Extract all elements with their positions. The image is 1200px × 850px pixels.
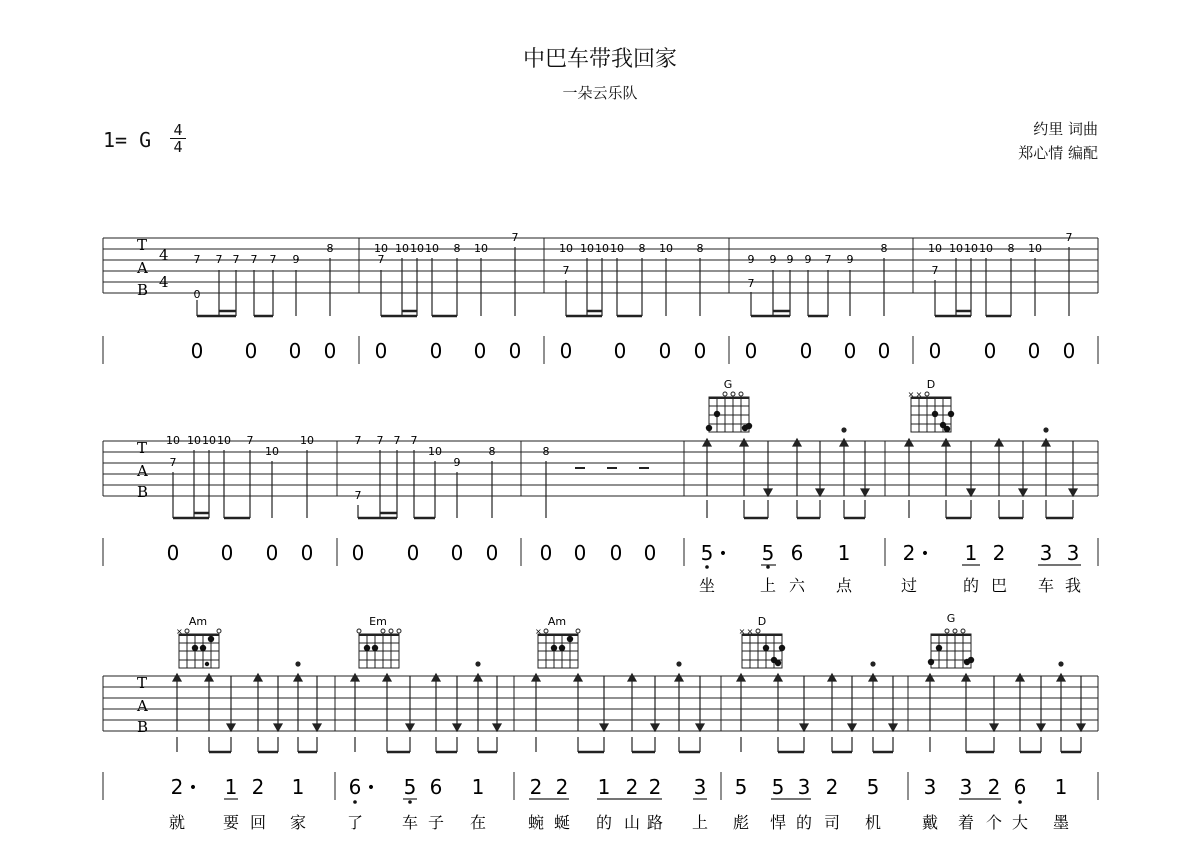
svg-text:10: 10 <box>187 434 201 447</box>
svg-text:7: 7 <box>269 253 277 266</box>
svg-text:7: 7 <box>824 253 832 266</box>
svg-text:10: 10 <box>428 445 442 458</box>
svg-text:0: 0 <box>613 339 627 363</box>
tab-time-top: 4 <box>159 246 169 264</box>
svg-text:0: 0 <box>928 339 942 363</box>
svg-text:0: 0 <box>508 339 522 363</box>
chord-name: D <box>926 378 936 391</box>
svg-text:0: 0 <box>693 339 707 363</box>
svg-text:3: 3 <box>959 775 973 799</box>
svg-text:0: 0 <box>323 339 337 363</box>
svg-text:0: 0 <box>1062 339 1076 363</box>
svg-text:T: T <box>137 674 148 692</box>
svg-text:8: 8 <box>542 445 550 458</box>
svg-text:2: 2 <box>529 775 543 799</box>
svg-text:10: 10 <box>395 242 409 255</box>
svg-text:10: 10 <box>410 242 424 255</box>
svg-text:7: 7 <box>393 434 401 447</box>
svg-text:10: 10 <box>474 242 488 255</box>
svg-text:大: 大 <box>1011 813 1029 832</box>
tab-numbers-1 <box>194 231 1073 301</box>
svg-text:2: 2 <box>992 541 1006 565</box>
svg-text:0: 0 <box>1027 339 1041 363</box>
svg-text:×: × <box>176 627 183 636</box>
svg-text:9: 9 <box>292 253 300 266</box>
svg-text:2: 2 <box>902 541 916 565</box>
svg-text:8: 8 <box>638 242 646 255</box>
svg-text:7: 7 <box>169 456 177 469</box>
svg-text:2: 2 <box>648 775 662 799</box>
tab-clef-b: B <box>137 281 149 299</box>
svg-text:0: 0 <box>609 541 623 565</box>
svg-text:7: 7 <box>354 489 362 502</box>
svg-text:0: 0 <box>658 339 672 363</box>
svg-text:8: 8 <box>326 242 334 255</box>
svg-text:2: 2 <box>555 775 569 799</box>
svg-text:上: 上 <box>759 576 777 595</box>
svg-text:10: 10 <box>425 242 439 255</box>
svg-text:0: 0 <box>983 339 997 363</box>
svg-text:6: 6 <box>348 775 362 799</box>
svg-text:3: 3 <box>923 775 937 799</box>
svg-text:过: 过 <box>900 576 918 595</box>
svg-text:7: 7 <box>1065 231 1073 244</box>
svg-text:7: 7 <box>215 253 223 266</box>
svg-text:9: 9 <box>804 253 812 266</box>
svg-text:9: 9 <box>846 253 854 266</box>
tab-time-bottom: 4 <box>159 273 169 291</box>
svg-text:6: 6 <box>790 541 804 565</box>
svg-text:1: 1 <box>1054 775 1068 799</box>
svg-text:10: 10 <box>1028 242 1042 255</box>
svg-text:2: 2 <box>825 775 839 799</box>
svg-text:7: 7 <box>246 434 254 447</box>
svg-text:0: 0 <box>799 339 813 363</box>
svg-text:1: 1 <box>837 541 851 565</box>
chord-diagram-em <box>357 615 401 668</box>
svg-text:六: 六 <box>788 576 806 595</box>
svg-text:B: B <box>137 718 149 736</box>
svg-text:10: 10 <box>202 434 216 447</box>
svg-text:10: 10 <box>595 242 609 255</box>
svg-text:8: 8 <box>488 445 496 458</box>
svg-text:10: 10 <box>265 445 279 458</box>
svg-text:10: 10 <box>949 242 963 255</box>
svg-text:2: 2 <box>170 775 184 799</box>
tab-clef-2 <box>136 439 148 501</box>
svg-text:3: 3 <box>797 775 811 799</box>
svg-text:10: 10 <box>928 242 942 255</box>
svg-text:0: 0 <box>406 541 420 565</box>
svg-text:0: 0 <box>744 339 758 363</box>
svg-text:•: • <box>366 780 376 796</box>
svg-text:9: 9 <box>786 253 794 266</box>
strum-arrows-3 <box>173 662 1085 731</box>
svg-text:8: 8 <box>453 242 461 255</box>
svg-text:0: 0 <box>473 339 487 363</box>
svg-text:0: 0 <box>877 339 891 363</box>
svg-text:在: 在 <box>469 813 487 832</box>
svg-text:0: 0 <box>843 339 857 363</box>
svg-text:×: × <box>915 390 923 399</box>
svg-text:蜿: 蜿 <box>527 813 545 832</box>
tab-clef-3 <box>136 674 148 736</box>
artist-name: 一朵云乐队 <box>562 84 638 102</box>
svg-text:个: 个 <box>985 813 1003 832</box>
svg-text:3: 3 <box>693 775 707 799</box>
svg-text:0: 0 <box>190 339 204 363</box>
svg-text:了: 了 <box>346 813 364 832</box>
svg-text:车: 车 <box>401 813 419 832</box>
svg-text:5: 5 <box>734 775 748 799</box>
chord-diagram-g-1 <box>706 378 752 432</box>
strum-rhythm-2 <box>707 500 1073 518</box>
strum-rhythm-3 <box>177 737 1081 752</box>
svg-text:10: 10 <box>979 242 993 255</box>
chord-diagram-d-2 <box>739 615 786 668</box>
svg-text:5: 5 <box>403 775 417 799</box>
svg-text:3: 3 <box>1039 541 1053 565</box>
svg-text:2: 2 <box>987 775 1001 799</box>
svg-text:1: 1 <box>291 775 305 799</box>
svg-text:0: 0 <box>193 288 201 301</box>
svg-text:1: 1 <box>964 541 978 565</box>
svg-text:7: 7 <box>562 264 570 277</box>
svg-text:7: 7 <box>747 277 755 290</box>
svg-text:0: 0 <box>643 541 657 565</box>
svg-text:5: 5 <box>866 775 880 799</box>
time-signature-bottom: 4 <box>170 138 186 155</box>
svg-text:B: B <box>137 483 149 501</box>
svg-text:上: 上 <box>691 813 709 832</box>
svg-text:的: 的 <box>595 813 613 832</box>
svg-text:要: 要 <box>222 813 240 832</box>
svg-text:0: 0 <box>244 339 258 363</box>
svg-text:7: 7 <box>410 434 418 447</box>
lyricist-composer: 约里 词曲 <box>1033 120 1098 138</box>
svg-text:5: 5 <box>700 541 714 565</box>
svg-text:2: 2 <box>625 775 639 799</box>
svg-text:1: 1 <box>471 775 485 799</box>
svg-text:0: 0 <box>450 541 464 565</box>
tab-stems-2 <box>173 450 546 518</box>
svg-text:10: 10 <box>610 242 624 255</box>
svg-text:8: 8 <box>880 242 888 255</box>
svg-text:7: 7 <box>232 253 240 266</box>
notation-row-3 <box>103 772 1098 804</box>
svg-text:×: × <box>738 627 746 636</box>
svg-text:0: 0 <box>573 541 587 565</box>
svg-text:10: 10 <box>374 242 388 255</box>
svg-text:5: 5 <box>761 541 775 565</box>
chord-diagram-g-2 <box>928 612 974 668</box>
svg-text:×: × <box>535 627 542 636</box>
strum-arrows-2 <box>703 428 1077 496</box>
svg-text:7: 7 <box>931 264 939 277</box>
svg-text:2: 2 <box>251 775 265 799</box>
svg-text:0: 0 <box>539 541 553 565</box>
svg-text:10: 10 <box>659 242 673 255</box>
svg-text:7: 7 <box>193 253 201 266</box>
svg-text:6: 6 <box>1013 775 1027 799</box>
notation-row-2 <box>103 538 1098 569</box>
svg-text:路: 路 <box>646 813 664 832</box>
svg-text:3: 3 <box>1066 541 1080 565</box>
key-signature: 1= G <box>103 128 152 152</box>
arranger: 郑心情 编配 <box>1018 144 1098 162</box>
svg-text:巴: 巴 <box>990 576 1008 595</box>
svg-text:10: 10 <box>166 434 180 447</box>
svg-text:墨: 墨 <box>1052 813 1070 832</box>
svg-text:8: 8 <box>696 242 704 255</box>
svg-text:T: T <box>137 439 148 457</box>
svg-text:•: • <box>188 780 198 796</box>
svg-text:Am: Am <box>188 615 208 628</box>
svg-text:5: 5 <box>771 775 785 799</box>
svg-text:10: 10 <box>580 242 594 255</box>
svg-text:G: G <box>946 612 956 625</box>
svg-text:的: 的 <box>962 576 980 595</box>
svg-text:1: 1 <box>597 775 611 799</box>
svg-text:彪: 彪 <box>732 813 750 832</box>
svg-text:我: 我 <box>1064 576 1082 595</box>
svg-text:10: 10 <box>300 434 314 447</box>
svg-text:Am: Am <box>547 615 567 628</box>
lyrics-row-3 <box>169 813 1069 832</box>
tab-clef-a: A <box>137 259 148 277</box>
svg-text:山: 山 <box>623 813 641 832</box>
time-signature-top: 4 <box>173 121 183 139</box>
svg-text:9: 9 <box>769 253 777 266</box>
svg-text:点: 点 <box>835 576 853 595</box>
svg-text:0: 0 <box>288 339 302 363</box>
tab-staff-3 <box>103 676 1098 731</box>
svg-text:0: 0 <box>485 541 499 565</box>
svg-text:就: 就 <box>168 813 186 832</box>
svg-text:0: 0 <box>374 339 388 363</box>
svg-text:7: 7 <box>511 231 519 244</box>
svg-text:Em: Em <box>369 615 387 628</box>
svg-text:7: 7 <box>250 253 258 266</box>
svg-text:坐: 坐 <box>698 576 716 595</box>
tab-clef-1 <box>136 236 169 299</box>
svg-text:0: 0 <box>166 541 180 565</box>
svg-text:司: 司 <box>823 813 841 832</box>
svg-text:0: 0 <box>220 541 234 565</box>
svg-text:×: × <box>907 390 915 399</box>
svg-text:7: 7 <box>376 434 384 447</box>
svg-text:A: A <box>137 462 148 480</box>
svg-text:0: 0 <box>559 339 573 363</box>
svg-text:蜒: 蜒 <box>553 813 571 832</box>
svg-text:着: 着 <box>957 813 975 832</box>
svg-text:9: 9 <box>453 456 461 469</box>
svg-text:A: A <box>137 697 148 715</box>
svg-text:10: 10 <box>559 242 573 255</box>
svg-text:家: 家 <box>289 813 307 832</box>
chord-diagram-am-2 <box>535 615 580 668</box>
svg-text:的: 的 <box>795 813 813 832</box>
svg-text:8: 8 <box>1007 242 1015 255</box>
svg-text:1: 1 <box>224 775 238 799</box>
svg-text:•: • <box>718 546 728 562</box>
song-title: 中巴车带我回家 <box>522 47 677 72</box>
chord-diagram-am-1 <box>176 615 221 668</box>
svg-text:子: 子 <box>427 813 445 832</box>
svg-text:7: 7 <box>354 434 362 447</box>
svg-text:戴: 戴 <box>921 813 939 832</box>
notation-row-1 <box>103 336 1098 364</box>
svg-text:•: • <box>920 546 930 562</box>
svg-text:回: 回 <box>249 813 267 832</box>
svg-text:10: 10 <box>217 434 231 447</box>
svg-text:9: 9 <box>747 253 755 266</box>
svg-text:6: 6 <box>429 775 443 799</box>
svg-text:0: 0 <box>351 541 365 565</box>
svg-text:0: 0 <box>300 541 314 565</box>
svg-text:0: 0 <box>265 541 279 565</box>
svg-text:D: D <box>757 615 767 628</box>
svg-text:车: 车 <box>1037 576 1055 595</box>
svg-text:机: 机 <box>864 813 882 832</box>
svg-text:×: × <box>746 627 754 636</box>
svg-text:10: 10 <box>964 242 978 255</box>
tab-clef-t: T <box>137 236 148 254</box>
chord-diagram-d-1 <box>908 378 955 432</box>
chord-name: G <box>723 378 733 391</box>
lyrics-row-2 <box>699 576 1081 595</box>
svg-text:悍: 悍 <box>769 813 787 832</box>
svg-text:7: 7 <box>377 253 385 266</box>
svg-text:0: 0 <box>429 339 443 363</box>
tab-staff-2 <box>103 441 1098 496</box>
